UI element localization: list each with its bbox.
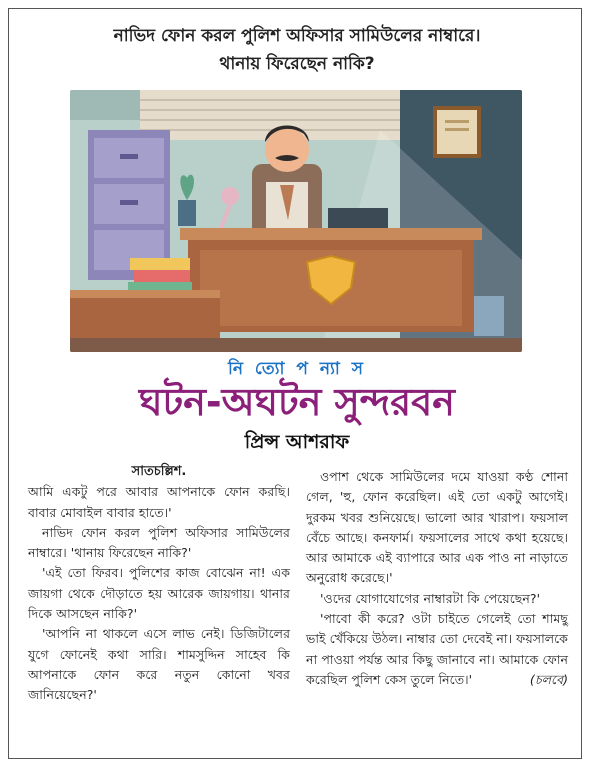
laptop — [328, 208, 388, 228]
headline-line-1: নাভিদ ফোন করল পুলিশ অফিসার সামিউলের নাম্বারে। — [113, 26, 481, 46]
paragraph: 'এই তো ফিরব। পুলিশের কাজ বোঝেন না! এক জায়গা থেকে দৌড়াতে হয় আরেক জায়গায়। থানার দিকে আসছেন নাকি?' — [28, 565, 290, 622]
paragraph — [306, 609, 568, 690]
paragraph: নাভিদ ফোন করল পুলিশ অফিসার সামিউলের নাম্বারে। 'থানায় ফিরেছেন নাকি?' — [28, 524, 290, 561]
headline — [20, 22, 574, 78]
lamp — [221, 187, 239, 205]
continued-label: (চলবে) — [529, 671, 568, 687]
series-label: নি ত্যো প ন্যা স — [228, 359, 366, 379]
books — [130, 258, 190, 270]
paragraph: 'আপনি না থাকলে এসে লাভ নেই। ডিজিটালের যুগে ফোনেই কথা সারি। শামসুদ্দিন সাহেব কি আপনাকে ফোন করে নতুন কোনো খবর জানিয়েছেন?' — [28, 626, 290, 703]
paragraph-text: 'পাবো কী করে? ওটা চাইতে গেলেই তো শামছু ভাই খেঁকিয়ে উঠল। নাম্বার তো দেবেই না। ফয়সালকে না পাওয়া পর্যন্ত আর কিছু জানাবে না। আমাকে ফোন করেছিল পুলিশ কেস তুলে নিতে।' — [306, 611, 568, 687]
paragraph: ওপাশ থেকে সামিউলের দমে যাওয়া কণ্ঠ শোনা গেল, 'হু, ফোন করেছিল। এই তো একটু আগেই। দুরকম খবর শুনিয়েছে। ভালো আর খারাপ। ফয়সাল বেঁচে আছে। কনফার্ম। ফয়সালের সাথে কথা হয়েছে। আর আমাকে এই ব্যাপারে আর এক পাও না নাড়াতে অনুরোধ করেছে।' — [306, 469, 568, 586]
desk — [180, 228, 482, 240]
paragraph: 'ওদের যোগাযোগের নাম্বারটা কি পেয়েছেন?' — [320, 590, 541, 606]
chapter-number: সাতচল্লিশ. — [131, 464, 187, 479]
article-column-left — [28, 462, 290, 706]
paragraph: আমি একটু পরে আবার আপনাকে ফোন করছি। বাবার মোবাইল বাবার হাতে।' — [28, 484, 290, 520]
bin — [474, 296, 504, 336]
certificate-frame — [435, 108, 479, 156]
floor — [70, 338, 522, 352]
illustration-svg — [70, 90, 522, 352]
police-officer-at-desk-illustration — [70, 90, 522, 352]
story-title: ঘটন-অঘটন সুন্দরবন — [139, 380, 455, 424]
headline-line-2: থানায় ফিরেছেন নাকি? — [219, 54, 375, 74]
article-column-right — [306, 467, 568, 690]
author-name: প্রিন্স আশরাফ — [244, 431, 350, 453]
